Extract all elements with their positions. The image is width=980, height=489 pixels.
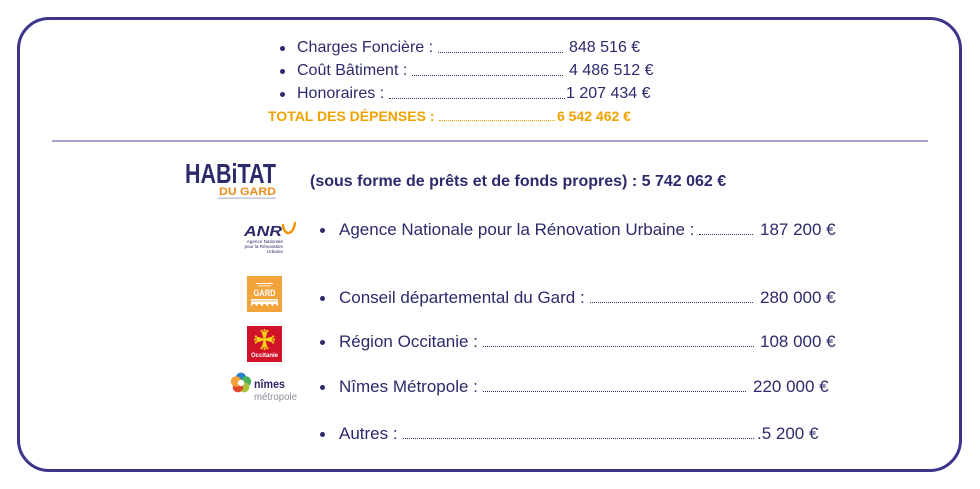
total-expenses-value: 6 542 462 € bbox=[557, 108, 631, 124]
occitanie-logo-wordmark: Occitanie bbox=[251, 352, 279, 359]
region-occitanie-logo bbox=[247, 326, 282, 362]
habitat-logo-subline: DU GARD bbox=[219, 186, 277, 198]
funding-label: Région Occitanie : bbox=[339, 332, 478, 351]
expense-label: Coût Bâtiment : bbox=[297, 62, 408, 79]
gard-logo-decor-line bbox=[258, 286, 271, 287]
funding-value: 187 200 € bbox=[760, 220, 836, 239]
bullet bbox=[320, 432, 325, 437]
dot-leader bbox=[483, 391, 746, 392]
anru-swoosh-icon bbox=[283, 223, 295, 233]
expense-row bbox=[297, 59, 654, 82]
bullet bbox=[280, 69, 285, 74]
funding-leader bbox=[339, 330, 754, 353]
funding-leader bbox=[339, 422, 754, 445]
section-divider bbox=[52, 140, 928, 142]
nimes-flower-icon bbox=[231, 373, 251, 393]
pont-du-gard-icon bbox=[251, 299, 278, 308]
gard-logo-decor-line bbox=[256, 283, 273, 284]
dot-leader bbox=[439, 120, 555, 121]
nimes-logo-subline: métropole bbox=[254, 392, 298, 403]
anru-logo bbox=[236, 220, 298, 238]
dot-leader bbox=[389, 98, 565, 99]
funding-label: Agence Nationale pour la Rénovation Urbaine : bbox=[339, 220, 695, 239]
funding-value: 280 000 € bbox=[760, 288, 836, 307]
funding-value: 220 000 € bbox=[753, 377, 829, 396]
expense-value: 1 207 434 € bbox=[566, 85, 651, 102]
expense-row bbox=[297, 36, 640, 59]
bullet bbox=[320, 340, 325, 345]
bullet bbox=[320, 385, 325, 390]
funding-row-occitanie bbox=[339, 330, 836, 353]
bullet bbox=[320, 296, 325, 301]
expense-value: 848 516 € bbox=[569, 39, 641, 56]
bullet bbox=[280, 46, 285, 51]
dot-leader bbox=[403, 438, 754, 439]
funding-value: .5 200 € bbox=[757, 424, 819, 443]
dot-leader bbox=[590, 302, 753, 303]
funding-leader bbox=[339, 218, 753, 241]
funding-label: Autres : bbox=[339, 424, 398, 443]
funding-leader bbox=[339, 375, 746, 398]
occitan-cross-icon bbox=[254, 329, 275, 350]
anru-logo-caption: Agence Nationale pour la Rénovation Urbaine bbox=[244, 239, 283, 254]
expense-label: Charges Foncière : bbox=[297, 39, 434, 56]
total-expenses-label: TOTAL DES DÉPENSES : bbox=[268, 108, 435, 124]
expense-leader bbox=[297, 59, 563, 82]
expense-label: Honoraires : bbox=[297, 85, 385, 102]
dot-leader bbox=[412, 75, 563, 76]
funding-row-anru bbox=[339, 218, 836, 241]
total-leader bbox=[268, 105, 555, 128]
funding-leader bbox=[339, 286, 753, 309]
habitat-funding-text: (sous forme de prêts et de fonds propres) : 5 742 062 € bbox=[310, 173, 727, 190]
habitat-du-gard-logo bbox=[183, 158, 283, 200]
bullet bbox=[320, 228, 325, 233]
anru-logo-wordmark: ANR bbox=[242, 223, 283, 240]
bullet bbox=[280, 92, 285, 97]
expense-leader bbox=[297, 82, 565, 105]
funding-label: Nîmes Métropole : bbox=[339, 377, 478, 396]
total-expenses-row bbox=[268, 105, 631, 128]
dot-leader bbox=[699, 234, 753, 235]
dot-leader bbox=[438, 52, 563, 53]
habitat-logo-wordmark: HABiTAT bbox=[185, 158, 276, 189]
habitat-tagline-decor bbox=[218, 198, 276, 199]
funding-value: 108 000 € bbox=[760, 332, 836, 351]
nimes-logo-wordmark: nîmes bbox=[254, 377, 286, 391]
funding-row-autres bbox=[339, 422, 818, 445]
gard-logo-wordmark: GARD bbox=[253, 288, 276, 298]
nimes-metropole-logo bbox=[229, 370, 299, 408]
dot-leader bbox=[483, 346, 754, 347]
funding-label: Conseil départemental du Gard : bbox=[339, 288, 585, 307]
funding-row-nimes bbox=[339, 375, 829, 398]
funding-row-gard bbox=[339, 286, 836, 309]
expense-row bbox=[297, 82, 651, 105]
expense-value: 4 486 512 € bbox=[569, 62, 654, 79]
gard-departement-logo bbox=[247, 276, 282, 312]
expense-leader bbox=[297, 36, 563, 59]
